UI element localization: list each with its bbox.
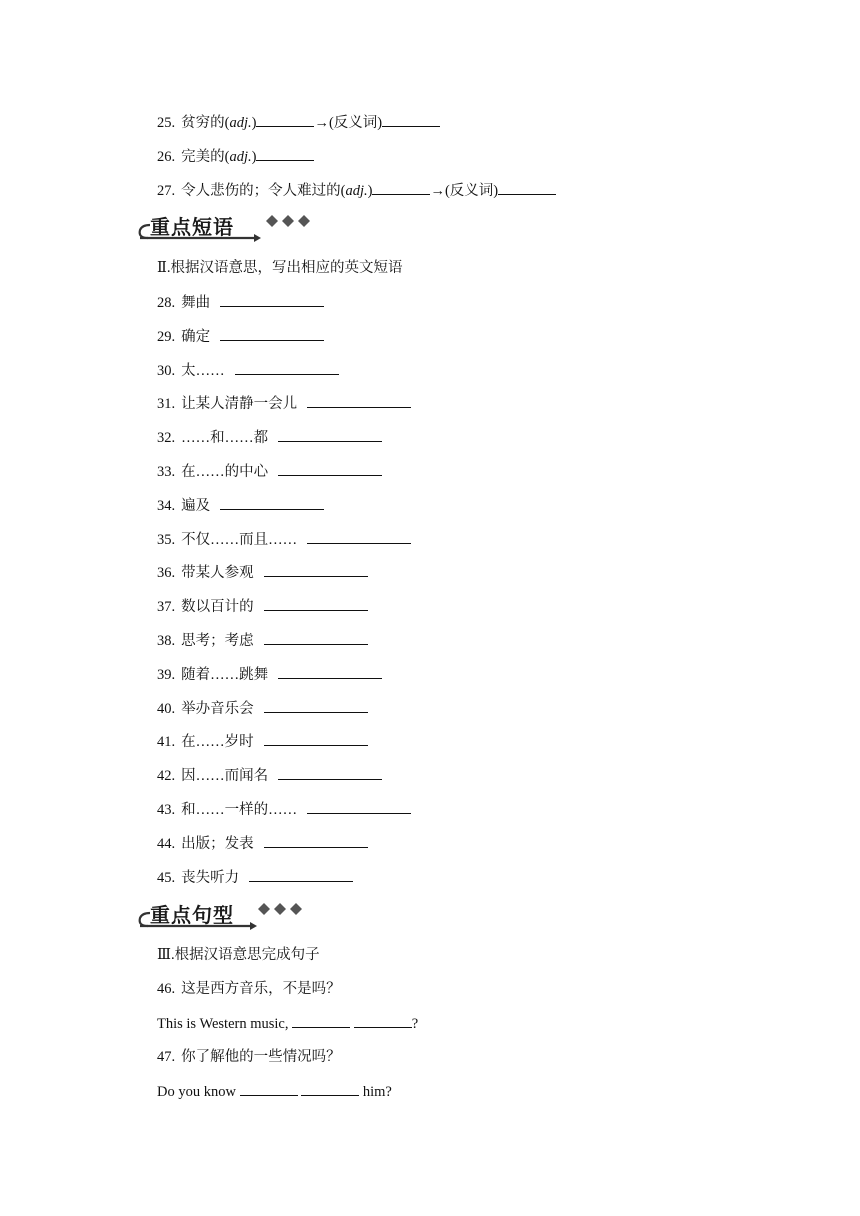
phrase-item bbox=[157, 630, 368, 651]
phrase-prompt: ……和……都 bbox=[181, 430, 269, 446]
answer-blank[interactable] bbox=[278, 765, 382, 780]
item-number: 47. bbox=[157, 1049, 176, 1065]
answer-blank[interactable] bbox=[301, 1081, 359, 1096]
phrase-prompt: 让某人清静一会儿 bbox=[181, 396, 298, 412]
phrase-item bbox=[157, 596, 368, 617]
pos-abbr: adj. bbox=[345, 183, 368, 199]
phrase-prompt: 不仅……而且…… bbox=[181, 532, 298, 548]
pos-abbr: adj. bbox=[229, 115, 252, 131]
phrase-prompt: 确定 bbox=[181, 329, 211, 345]
phrase-item bbox=[157, 799, 411, 820]
phrase-prompt: 数以百计的 bbox=[181, 599, 254, 615]
phrase-prompt: 思考；考虑 bbox=[181, 633, 254, 649]
item-number: 42. bbox=[157, 768, 176, 784]
answer-blank[interactable] bbox=[249, 867, 353, 882]
phrase-item bbox=[157, 731, 368, 752]
answer-blank[interactable] bbox=[372, 180, 430, 195]
answer-blank[interactable] bbox=[382, 112, 440, 127]
item-number: 43. bbox=[157, 802, 176, 818]
item-number: 26. bbox=[157, 149, 176, 165]
phrase-item bbox=[157, 326, 324, 347]
phrase-item bbox=[157, 495, 324, 516]
english-text-end: him? bbox=[362, 1084, 392, 1100]
item-number: 36. bbox=[157, 565, 176, 581]
answer-blank[interactable] bbox=[307, 529, 411, 544]
item-number: 28. bbox=[157, 295, 176, 311]
antonym-label: →(反义词) bbox=[314, 115, 383, 131]
phrase-prompt: 随着……跳舞 bbox=[181, 667, 269, 683]
english-text-end: ? bbox=[411, 1016, 419, 1032]
item-number: 29. bbox=[157, 329, 176, 345]
sentence-46-english bbox=[157, 1013, 418, 1034]
section-banner-sentences bbox=[134, 896, 324, 936]
sentence-47-english bbox=[157, 1081, 392, 1102]
item-number: 39. bbox=[157, 667, 176, 683]
answer-blank[interactable] bbox=[235, 360, 339, 375]
answer-blank[interactable] bbox=[256, 146, 314, 161]
phrase-item bbox=[157, 393, 411, 414]
answer-blank[interactable] bbox=[220, 326, 324, 341]
item-number: 44. bbox=[157, 836, 176, 852]
item-number: 25. bbox=[157, 115, 176, 131]
answer-blank[interactable] bbox=[264, 833, 368, 848]
vocab-item-26 bbox=[157, 146, 314, 167]
chinese-prompt: 你了解他的一些情况吗？ bbox=[181, 1049, 341, 1065]
phrase-item bbox=[157, 461, 382, 482]
answer-blank[interactable] bbox=[307, 393, 411, 408]
answer-blank[interactable] bbox=[264, 596, 368, 611]
english-text: Do you know bbox=[157, 1084, 236, 1100]
phrase-prompt: 在……岁时 bbox=[181, 734, 254, 750]
phrase-prompt: 在……的中心 bbox=[181, 464, 269, 480]
phrase-prompt: 举办音乐会 bbox=[181, 701, 254, 717]
answer-blank[interactable] bbox=[278, 427, 382, 442]
item-number: 33. bbox=[157, 464, 176, 480]
antonym-label: →(反义词) bbox=[430, 183, 499, 199]
answer-blank[interactable] bbox=[256, 112, 314, 127]
answer-blank[interactable] bbox=[264, 698, 368, 713]
item-text: 令人悲伤的；令人难过的( bbox=[181, 183, 346, 199]
section2-instruction: Ⅱ.根据汉语意思，写出相应的英文短语 bbox=[157, 260, 403, 276]
item-text-close: ) bbox=[251, 149, 257, 165]
sentence-46-chinese bbox=[157, 979, 341, 999]
banner-title: 重点短语 bbox=[150, 215, 234, 239]
phrase-item bbox=[157, 867, 353, 888]
item-number: 46. bbox=[157, 981, 176, 997]
item-text-close: ) bbox=[367, 183, 373, 199]
item-number: 31. bbox=[157, 396, 176, 412]
answer-blank[interactable] bbox=[240, 1081, 298, 1096]
answer-blank[interactable] bbox=[264, 731, 368, 746]
vocab-item-27 bbox=[157, 180, 556, 201]
phrase-prompt: 和……一样的…… bbox=[181, 802, 298, 818]
phrase-prompt: 因……而闻名 bbox=[181, 768, 269, 784]
item-number: 30. bbox=[157, 363, 176, 379]
phrase-item bbox=[157, 292, 324, 313]
phrase-item bbox=[157, 562, 368, 583]
item-text: 完美的( bbox=[181, 149, 230, 165]
phrase-item bbox=[157, 664, 382, 685]
answer-blank[interactable] bbox=[278, 461, 382, 476]
phrase-item bbox=[157, 360, 339, 381]
phrase-item bbox=[157, 698, 368, 719]
phrase-prompt: 太…… bbox=[181, 363, 225, 379]
phrase-prompt: 丧失听力 bbox=[181, 870, 240, 886]
item-number: 32. bbox=[157, 430, 176, 446]
answer-blank[interactable] bbox=[278, 664, 382, 679]
phrase-prompt: 带某人参观 bbox=[181, 565, 254, 581]
answer-blank[interactable] bbox=[498, 180, 556, 195]
chinese-prompt: 这是西方音乐，不是吗？ bbox=[181, 981, 341, 997]
phrase-item bbox=[157, 833, 368, 854]
answer-blank[interactable] bbox=[220, 292, 324, 307]
item-text: 贫穷的( bbox=[181, 115, 230, 131]
answer-blank[interactable] bbox=[292, 1013, 350, 1028]
item-number: 34. bbox=[157, 498, 176, 514]
answer-blank[interactable] bbox=[220, 495, 324, 510]
item-text-close: ) bbox=[251, 115, 257, 131]
english-text: This is Western music, bbox=[157, 1016, 289, 1032]
section3-instruction: Ⅲ.根据汉语意思完成句子 bbox=[157, 947, 320, 963]
phrase-prompt: 遍及 bbox=[181, 498, 211, 514]
item-number: 35. bbox=[157, 532, 176, 548]
phrase-item bbox=[157, 427, 382, 448]
item-number: 27. bbox=[157, 183, 176, 199]
section-banner-phrases bbox=[134, 208, 324, 248]
item-number: 40. bbox=[157, 701, 176, 717]
vocab-item-25 bbox=[157, 112, 440, 133]
item-number: 41. bbox=[157, 734, 176, 750]
item-number: 38. bbox=[157, 633, 176, 649]
answer-blank[interactable] bbox=[264, 630, 368, 645]
answer-blank[interactable] bbox=[264, 562, 368, 577]
phrase-item bbox=[157, 529, 411, 550]
banner-title: 重点句型 bbox=[150, 903, 234, 927]
item-number: 37. bbox=[157, 599, 176, 615]
pos-abbr: adj. bbox=[229, 149, 252, 165]
answer-blank[interactable] bbox=[307, 799, 411, 814]
phrase-prompt: 出版；发表 bbox=[181, 836, 254, 852]
answer-blank[interactable] bbox=[354, 1013, 412, 1028]
phrase-prompt: 舞曲 bbox=[181, 295, 211, 311]
sentence-47-chinese bbox=[157, 1047, 341, 1067]
item-number: 45. bbox=[157, 870, 176, 886]
phrase-item bbox=[157, 765, 382, 786]
